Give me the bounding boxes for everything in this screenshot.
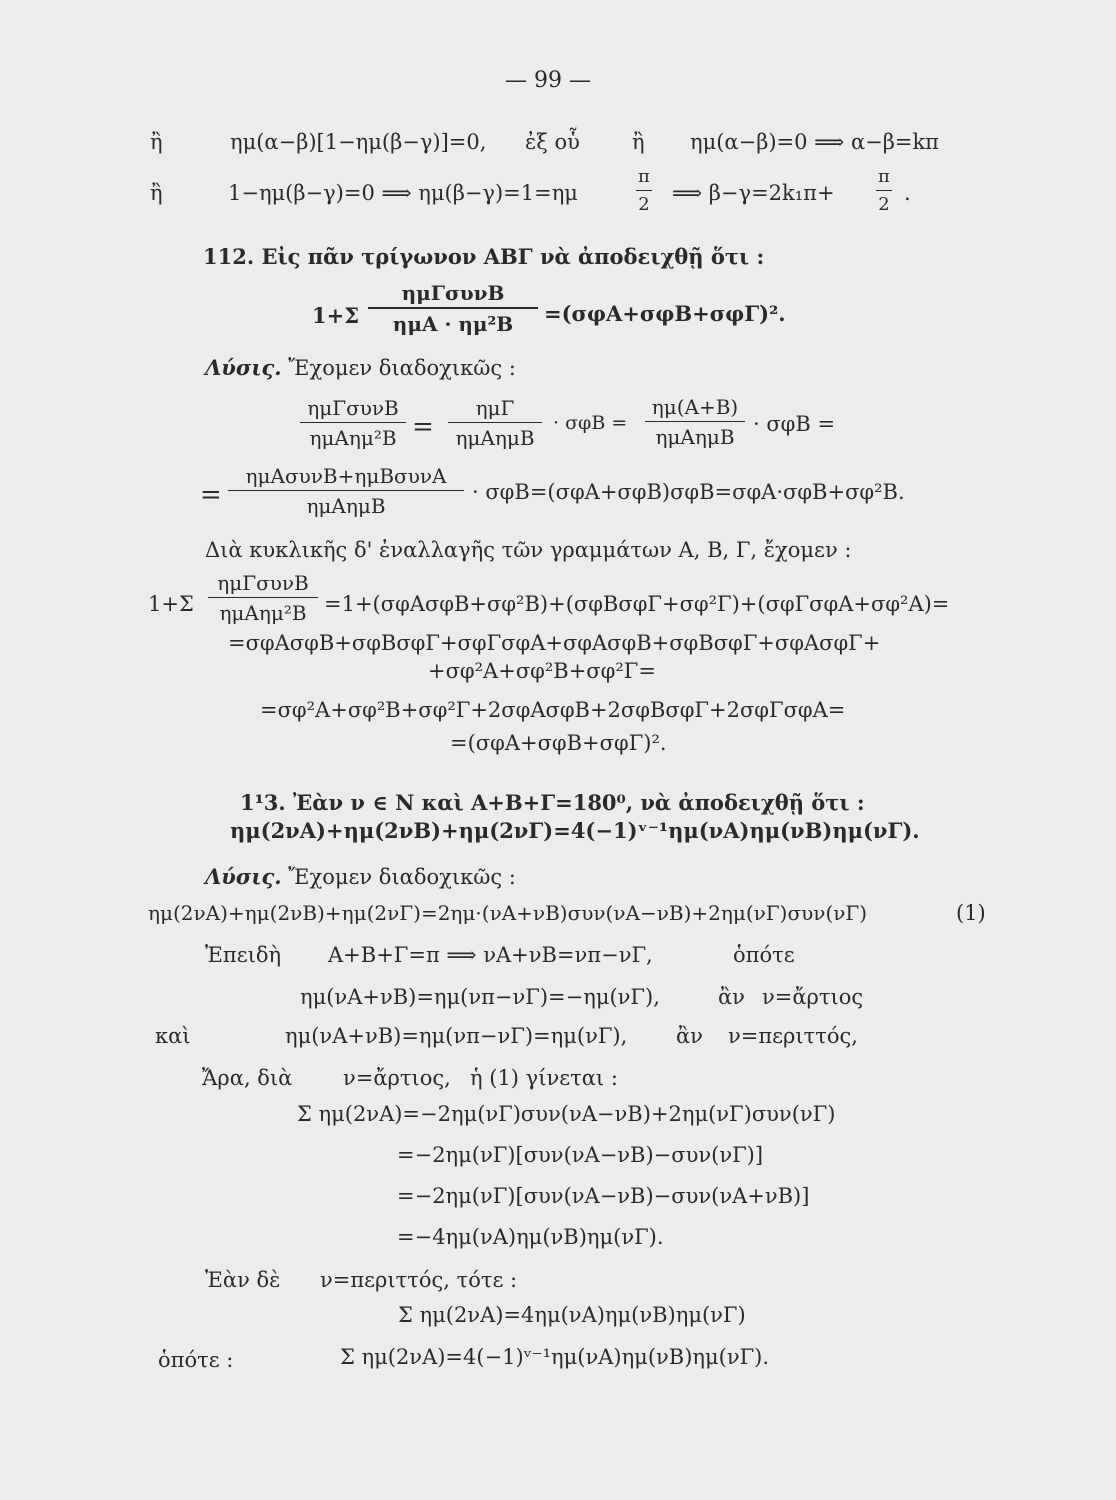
thus-rest: ἡ (1) γίνεται : bbox=[470, 1066, 618, 1090]
f3-num: ημ(Α+Β) bbox=[645, 397, 745, 422]
if-odd-condition: ν=περιττός, τότε : bbox=[320, 1268, 518, 1292]
mul-3: · σφΒ=(σφΑ+σφΒ)σφΒ=σφΑ·σφΒ+σφ²Β. bbox=[472, 480, 905, 504]
cyclic-sentence: Διὰ κυκλικῆς δ' ἐναλλαγῆς τῶν γραμμάτων Α, Β, Γ, ἔχομεν : bbox=[205, 538, 852, 562]
or-marker-2: ἢ bbox=[632, 130, 645, 154]
whereupon: ὁπότε bbox=[733, 943, 795, 967]
equation-1: ημ(2νΑ)+ημ(2νΒ)+ημ(2νΓ)=2ημ·(νΑ+νΒ)συν(νΑ−νΒ)+2ημ(νΓ)συν(νΓ) bbox=[148, 901, 868, 925]
f4-num: ημΑσυνΒ+ημΒσυνΑ bbox=[228, 466, 464, 491]
fraction-1 bbox=[300, 398, 406, 448]
equation-top-2-result: ⟹ β−γ=2k₁π+ bbox=[672, 181, 835, 205]
sum-fraction bbox=[208, 573, 318, 623]
sum-rhs: =1+(σφΑσφΒ+σφ²Β)+(σφΒσφΓ+σφ²Γ)+(σφΓσφΑ+σφ²Α)= bbox=[324, 592, 950, 616]
solution-113-heading bbox=[205, 866, 516, 888]
hence-label: ὁπότε : bbox=[158, 1348, 234, 1372]
problem-112-rhs: =(σφΑ+σφΒ+σφΓ)². bbox=[544, 301, 786, 326]
pi-over-two-1 bbox=[636, 168, 652, 214]
problem-112-numerator: ημΓσυνΒ bbox=[368, 283, 538, 309]
case-odd-if: ἂν bbox=[676, 1024, 703, 1048]
two-denominator: 2 bbox=[638, 194, 650, 215]
f4-den: ημΑημΒ bbox=[306, 494, 386, 518]
mul-1: · σφΒ = bbox=[553, 412, 628, 434]
equals-1: = bbox=[412, 412, 434, 442]
case-even-equation: ημ(νΑ+νΒ)=ημ(νπ−νΓ)=−ημ(νΓ), bbox=[300, 985, 660, 1009]
solution-label-113: Λύσις. bbox=[205, 864, 282, 889]
fraction-2 bbox=[448, 398, 542, 448]
even-step-1: Σ ημ(2νΑ)=−2ημ(νΓ)συν(νΑ−νΒ)+2ημ(νΓ)συν(νΓ) bbox=[297, 1102, 836, 1126]
expansion-line-4: =(σφΑ+σφΒ+σφΓ)². bbox=[450, 731, 667, 755]
thus-condition: ν=ἄρτιος, bbox=[343, 1066, 451, 1090]
problem-112-lhs: 1+Σ bbox=[312, 303, 360, 328]
sum-lhs: 1+Σ bbox=[148, 592, 194, 616]
fraction-4 bbox=[228, 466, 464, 516]
case-even-condition: ν=ἄρτιος bbox=[762, 985, 864, 1009]
expansion-line-3: =σφ²Α+σφ²Β+σφ²Γ+2σφΑσφΒ+2σφΒσφΓ+2σφΓσφΑ= bbox=[260, 698, 846, 722]
page-number: — 99 — bbox=[505, 68, 591, 93]
if-odd-label: Ἐὰν δὲ bbox=[205, 1268, 281, 1292]
solution-112-heading bbox=[205, 357, 516, 379]
even-step-4: =−4ημ(νΑ)ημ(νΒ)ημ(νΓ). bbox=[397, 1225, 664, 1249]
problem-113-claim: ημ(2νΑ)+ημ(2νΒ)+ημ(2νΓ)=4(−1)ᵛ⁻¹ημ(νΑ)ημ(νΒ)ημ(νΓ). bbox=[230, 818, 920, 843]
problem-112-fraction bbox=[368, 283, 538, 334]
odd-result: Σ ημ(2νΑ)=4ημ(νΑ)ημ(νΒ)ημ(νΓ) bbox=[398, 1303, 746, 1327]
problem-113-title: 1¹3. Ἐὰν ν ∈ Ν καὶ Α+Β+Γ=180⁰, νὰ ἀποδειχθῇ ὅτι : bbox=[240, 790, 865, 815]
thus-label: Ἄρα, διὰ bbox=[202, 1066, 293, 1090]
case-even-if: ἂν bbox=[718, 985, 745, 1009]
since-label: Ἐπειδὴ bbox=[205, 943, 282, 967]
even-step-2: =−2ημ(νΓ)[συν(νΑ−νΒ)−συν(νΓ)] bbox=[397, 1143, 764, 1167]
mul-2: · σφΒ = bbox=[753, 412, 836, 436]
equation-top-1: ημ(α−β)[1−ημ(β−γ)]=0, bbox=[230, 130, 487, 154]
or-marker-1: ἢ bbox=[150, 130, 163, 154]
final-result: Σ ημ(2νΑ)=4(−1)ᵛ⁻¹ημ(νΑ)ημ(νΒ)ημ(νΓ). bbox=[340, 1345, 770, 1369]
equation-1-tag: (1) bbox=[956, 901, 986, 925]
f2-num: ημΓ bbox=[448, 398, 542, 423]
problem-112-denominator: ημΑ · ημ²Β bbox=[392, 312, 514, 336]
equation-top-2: 1−ημ(β−γ)=0 ⟹ ημ(β−γ)=1=ημ bbox=[228, 181, 578, 205]
solution-intro: Ἔχομεν διαδοχικῶς : bbox=[288, 356, 516, 380]
or-marker-3: ἢ bbox=[150, 181, 163, 205]
f2-den: ημΑημΒ bbox=[455, 426, 535, 450]
expansion-line-2: +σφ²Α+σφ²Β+σφ²Γ= bbox=[428, 659, 656, 683]
case-odd-condition: ν=περιττός, bbox=[728, 1024, 858, 1048]
since-equation: Α+Β+Γ=π ⟹ νΑ+νΒ=νπ−νΓ, bbox=[328, 943, 653, 967]
f1-den: ημΑημ²Β bbox=[309, 426, 397, 450]
f3-den: ημΑημΒ bbox=[655, 425, 735, 449]
from-which: ἐξ οὗ bbox=[525, 130, 580, 154]
f1-num: ημΓσυνΒ bbox=[300, 398, 406, 423]
solution-intro-113: Ἔχομεν διαδοχικῶς : bbox=[288, 865, 516, 889]
sum-num: ημΓσυνΒ bbox=[208, 573, 318, 598]
equation-top-1-result: ημ(α−β)=0 ⟹ α−β=kπ bbox=[690, 130, 939, 154]
two-denominator-2: 2 bbox=[878, 194, 890, 215]
fraction-3 bbox=[645, 397, 745, 447]
equals-2: = bbox=[200, 480, 222, 510]
solution-label: Λύσις. bbox=[205, 355, 282, 380]
problem-112-title: 112. Εἰς πᾶν τρίγωνον ΑΒΓ νὰ ἀποδειχθῇ ὅτι : bbox=[203, 244, 765, 269]
expansion-line-1: =σφΑσφΒ+σφΒσφΓ+σφΓσφΑ+σφΑσφΒ+σφΒσφΓ+σφΑσφΓ+ bbox=[228, 631, 881, 655]
pi-numerator: π bbox=[636, 168, 652, 191]
case-odd-equation: ημ(νΑ+νΒ)=ημ(νπ−νΓ)=ημ(νΓ), bbox=[285, 1024, 628, 1048]
pi-numerator-2: π bbox=[876, 168, 892, 191]
final-dot: . bbox=[904, 181, 911, 205]
pi-over-two-2 bbox=[876, 168, 892, 214]
and-word: καὶ bbox=[155, 1024, 191, 1048]
sum-den: ημΑημ²Β bbox=[219, 601, 307, 625]
even-step-3: =−2ημ(νΓ)[συν(νΑ−νΒ)−συν(νΑ+νΒ)] bbox=[397, 1184, 810, 1208]
